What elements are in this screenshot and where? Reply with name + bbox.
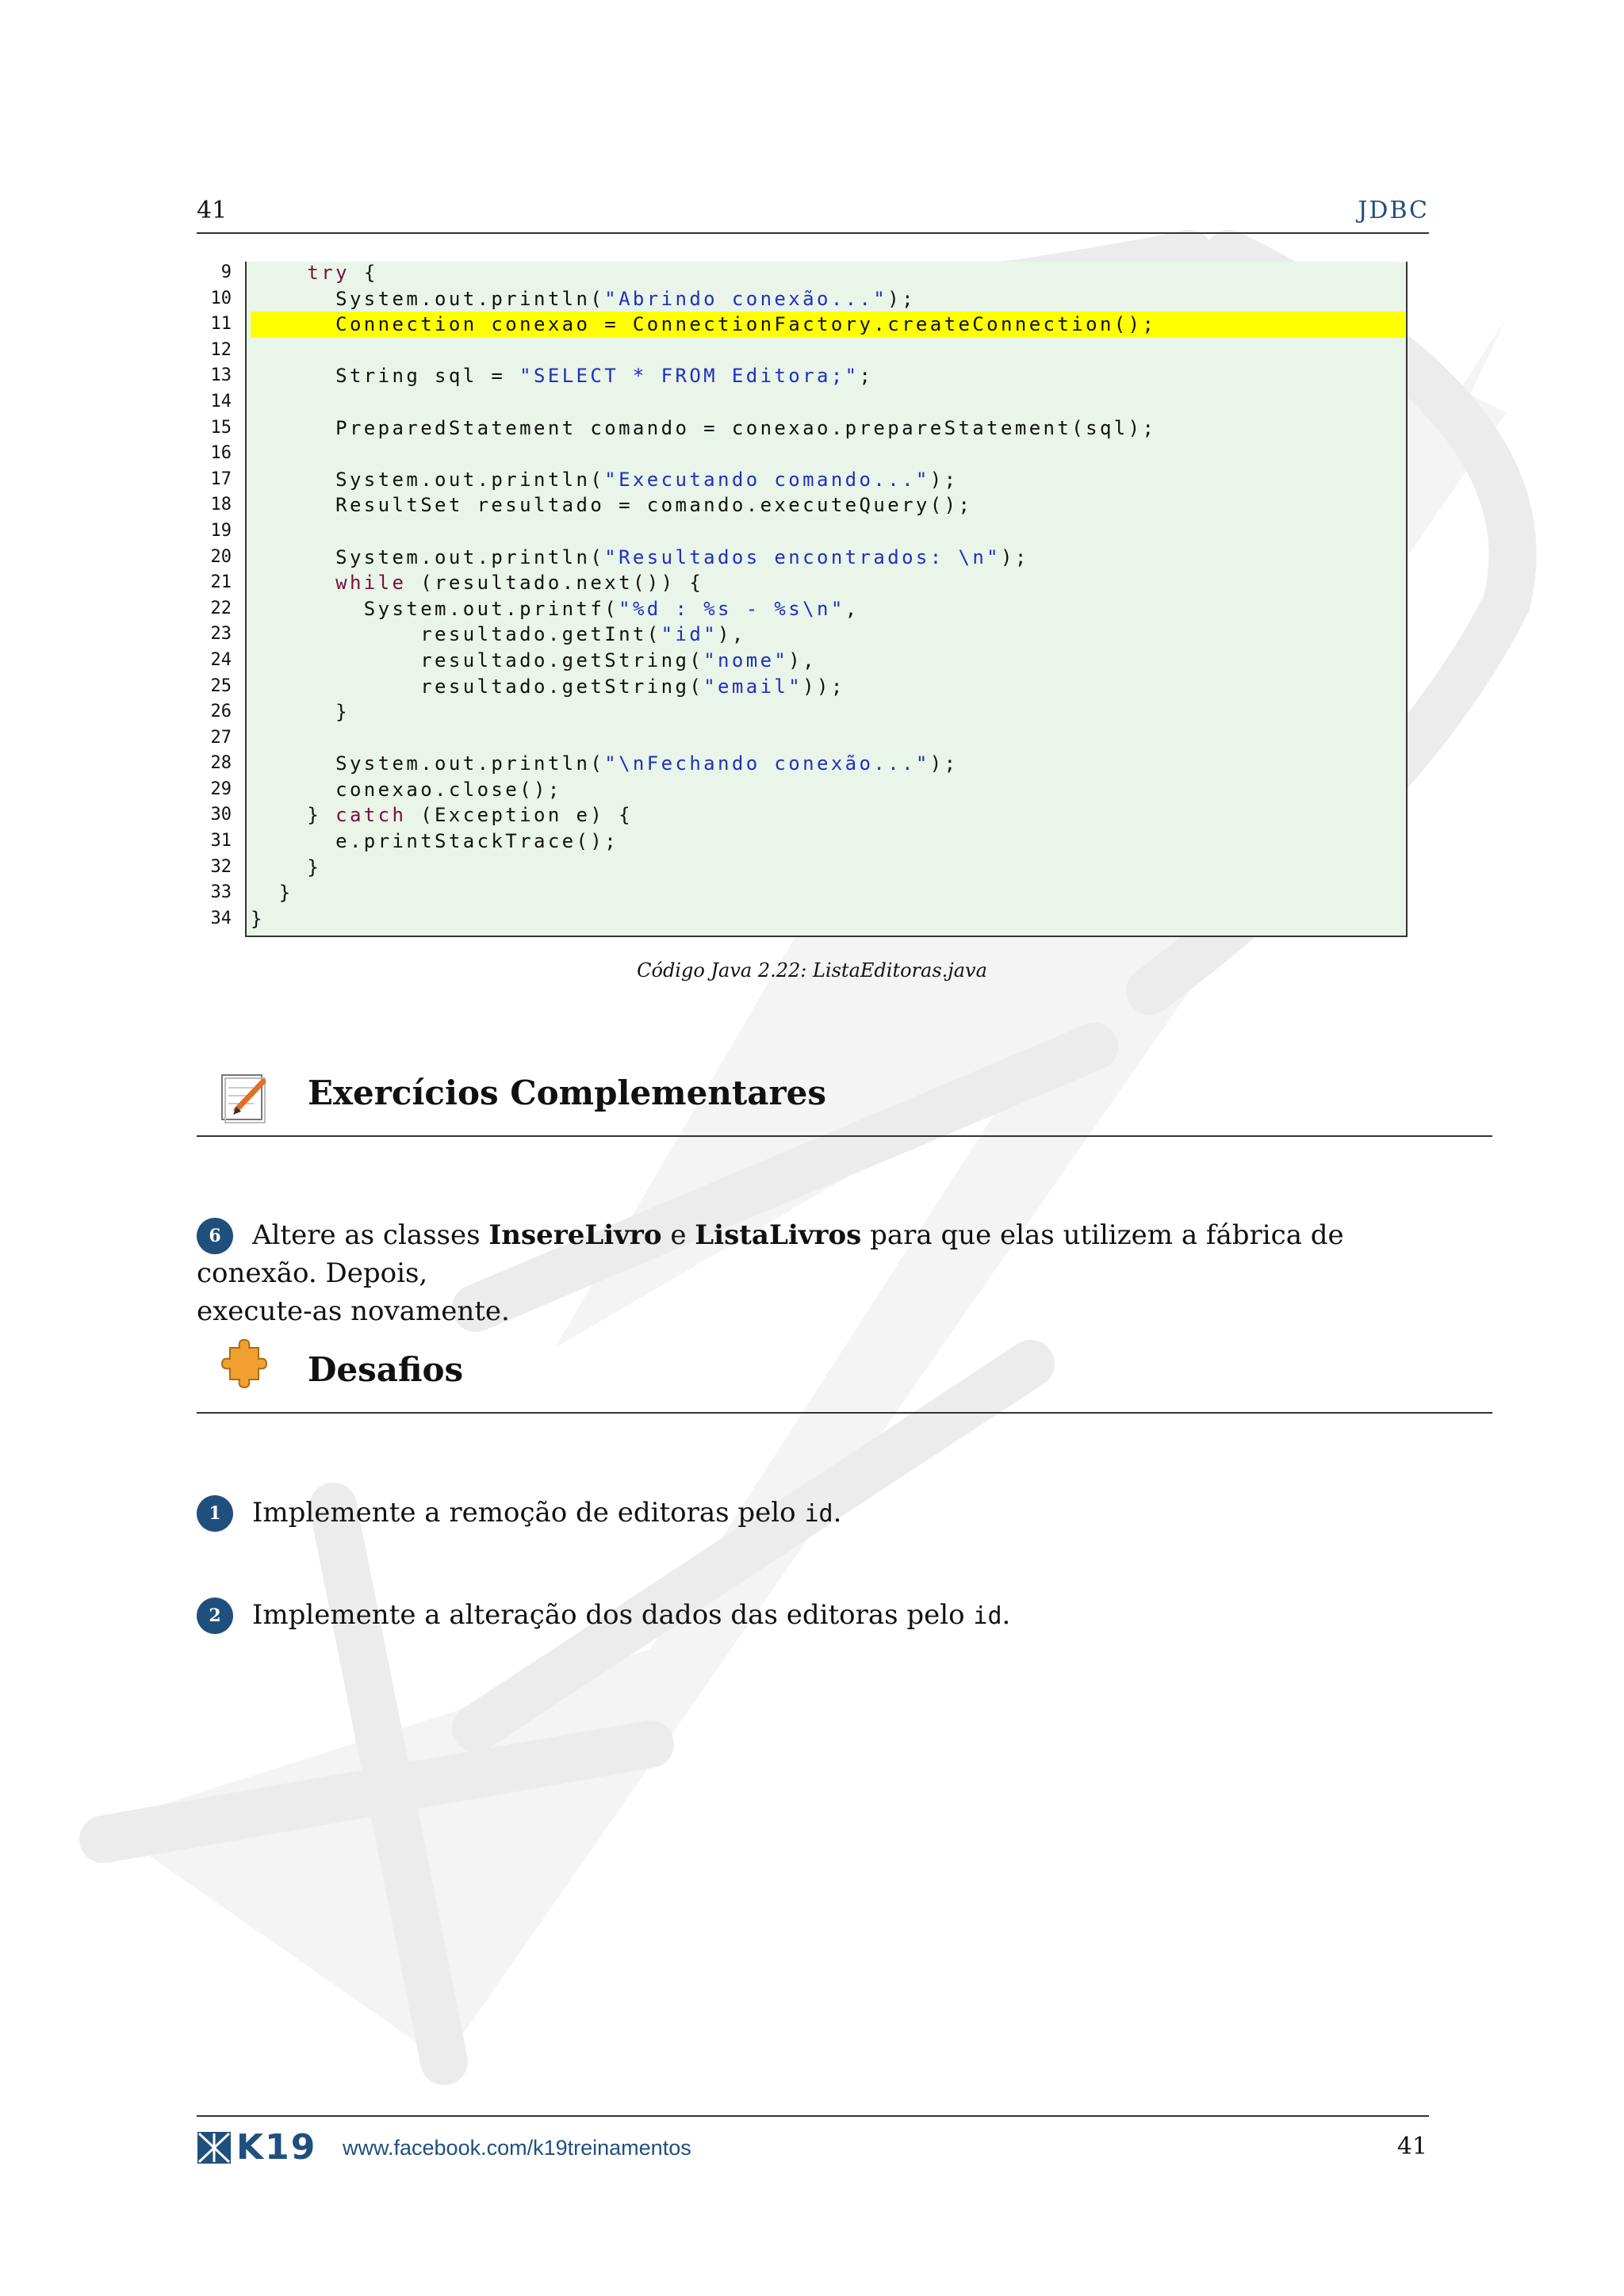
footer-url-link[interactable]: www.facebook.com/k19treinamentos — [343, 2136, 691, 2160]
code-line-22: System.out.printf("%d : %s - %s\n", — [251, 597, 860, 620]
code-block — [251, 260, 1405, 932]
code-line-number: 16 — [210, 443, 232, 464]
code-line-17: System.out.println("Executando comando..."); — [251, 468, 959, 491]
code-line-14 — [251, 389, 1405, 415]
class-lista-livros: ListaLivros — [695, 1219, 862, 1251]
footer-page-number: 41 — [1396, 2133, 1427, 2160]
code-line-number: 21 — [210, 572, 232, 593]
code-line-number: 26 — [210, 702, 232, 722]
code-line-16 — [251, 441, 1405, 467]
code-caption: Código Java 2.22: ListaEditoras.java — [637, 959, 987, 982]
code-line-18: ResultSet resultado = comando.executeQuery(); — [251, 494, 973, 517]
header-rule — [197, 232, 1429, 234]
code-line-25: resultado.getString("email")); — [251, 675, 845, 698]
footer-rule — [197, 2115, 1429, 2117]
code-line-number: 25 — [210, 675, 232, 696]
code-line-34: } — [251, 907, 265, 930]
challenges-section-title: Desafios — [308, 1350, 464, 1389]
code-line-number: 27 — [210, 727, 232, 748]
code-line-numbers — [197, 260, 232, 932]
challenge-2-text: Implemente a alteração dos dados das editoras pelo id. — [252, 1599, 1011, 1631]
code-line-number: 31 — [210, 831, 232, 851]
code-line-number: 17 — [210, 469, 232, 489]
code-line-number: 13 — [210, 365, 232, 386]
code-line-27 — [251, 725, 1405, 752]
code-line-number: 20 — [210, 546, 232, 567]
code-line-11: Connection conexao = ConnectionFactory.createConnection(); — [251, 312, 1405, 338]
code-line-number: 23 — [210, 624, 232, 645]
code-line-21: while (resultado.next()) { — [335, 572, 704, 595]
code-line-33: } — [251, 882, 293, 905]
header-chapter-title: JDBC — [1358, 197, 1429, 224]
code-line-number: 29 — [210, 779, 232, 799]
code-line-32: } — [251, 855, 322, 878]
exercises-section-rule — [197, 1135, 1492, 1137]
code-line-24: resultado.getString("nome"), — [251, 649, 817, 672]
code-line-number: 11 — [210, 314, 232, 335]
code-line-23: resultado.getInt("id"), — [251, 623, 746, 646]
code-line-number: 18 — [210, 495, 232, 515]
code-line-19 — [251, 519, 1405, 545]
code-line-number: 30 — [210, 805, 232, 825]
challenge-1-badge: 1 — [197, 1495, 233, 1532]
code-line-15: PreparedStatement comando = conexao.prepareStatement(sql); — [251, 416, 1157, 439]
code-line-number: 12 — [210, 339, 232, 360]
header-page-number: 41 — [197, 197, 228, 224]
exercise-6-line-1: Altere as classes InsereLivro e ListaLivros para que elas utilizem a fábrica de conexão. Depois, — [197, 1219, 1344, 1289]
code-line-30: } catch (Exception e) { — [251, 804, 633, 827]
code-line-26: } — [251, 701, 350, 724]
code-line-number: 34 — [210, 908, 232, 928]
code-line-number: 9 — [220, 262, 232, 282]
code-line-number: 32 — [210, 856, 232, 877]
code-line-number: 14 — [210, 391, 232, 411]
challenge-2-badge: 2 — [197, 1598, 233, 1634]
code-line-number: 28 — [210, 753, 232, 774]
code-line-12 — [251, 338, 1405, 364]
puzzle-piece-icon — [219, 1337, 268, 1391]
code-line-31: e.printStackTrace(); — [251, 830, 619, 853]
code-line-number: 15 — [210, 417, 232, 438]
exercises-section-title: Exercícios Complementares — [308, 1073, 826, 1112]
code-line-29: conexao.close(); — [251, 778, 562, 801]
challenges-section-rule — [197, 1412, 1492, 1414]
code-line-number: 19 — [210, 520, 232, 541]
code-line-number: 22 — [210, 598, 232, 618]
exercise-number-badge: 6 — [197, 1218, 233, 1254]
code-line-10: System.out.println("Abrindo conexão..."); — [251, 287, 916, 310]
k19-logo-text: K19 — [236, 2127, 317, 2168]
code-line-number: 24 — [210, 649, 232, 670]
k19-logo-icon — [197, 2131, 232, 2164]
code-line-9: try { — [307, 262, 378, 284]
challenge-1-text: Implemente a remoção de editoras pelo id. — [252, 1497, 842, 1529]
class-insere-livro: InsereLivro — [488, 1219, 662, 1251]
notepad-pencil-icon — [219, 1070, 268, 1124]
code-line-20: System.out.println("Resultados encontrados: \n"); — [251, 545, 1029, 568]
code-line-13: String sql = "SELECT * FROM Editora;"; — [251, 365, 874, 388]
code-line-number: 33 — [210, 882, 232, 903]
exercise-6-text — [197, 1216, 1429, 1330]
code-line-number: 10 — [210, 288, 232, 308]
exercise-6-line-2: execute-as novamente. — [197, 1295, 510, 1327]
code-line-28: System.out.println("\nFechando conexão..."); — [251, 752, 959, 775]
